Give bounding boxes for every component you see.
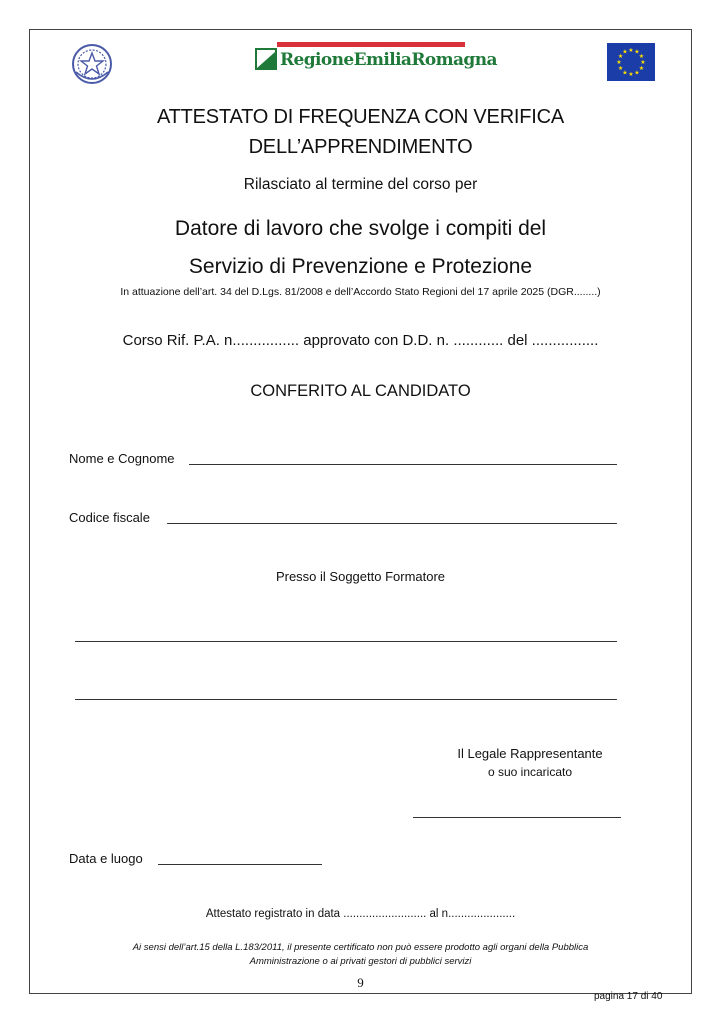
subtitle: Rilasciato al termine del corso per bbox=[243, 176, 478, 193]
title-line-2: DELL’APPRENDIMENTO bbox=[248, 136, 473, 158]
name-label: Nome e Cognome bbox=[69, 451, 175, 466]
date-place-label: Data e luogo bbox=[69, 851, 143, 866]
legal-note bbox=[29, 941, 692, 969]
registration-note: Attestato registrato in data .......................... al n..................... bbox=[205, 908, 516, 920]
legal-note-line-1: Ai sensi dell’art.15 della L.183/2011, il presente certificato non può essere prodotto agli organi della Pubblica bbox=[132, 942, 589, 953]
eu-flag-icon bbox=[607, 43, 655, 81]
svg-text:★: ★ bbox=[638, 53, 645, 60]
svg-text:★: ★ bbox=[634, 48, 640, 56]
svg-text:★: ★ bbox=[622, 69, 628, 77]
name-field[interactable] bbox=[189, 464, 617, 465]
svg-text:★: ★ bbox=[617, 53, 624, 60]
title-line-1: ATTESTATO DI FREQUENZA CON VERIFICA bbox=[156, 106, 565, 128]
certificate-title bbox=[29, 102, 692, 162]
training-provider-label: Presso il Soggetto Formatore bbox=[275, 569, 446, 584]
normative-reference: In attuazione dell’art. 34 del D.Lgs. 81/2008 e dell’Accordo Stato Regioni del 17 aprile 2025 (DGR........) bbox=[120, 286, 601, 298]
svg-text:★: ★ bbox=[638, 65, 645, 72]
course-line-1: Datore di lavoro che svolge i compiti del bbox=[174, 217, 547, 240]
svg-text:★: ★ bbox=[628, 71, 634, 78]
page-count: pagina 17 di 40 bbox=[594, 991, 663, 1002]
date-place-field[interactable] bbox=[158, 864, 322, 865]
course-reference: Corso Rif. P.A. n................ approvato con D.D. n. ............ del ................ bbox=[122, 332, 599, 349]
svg-text:★: ★ bbox=[617, 65, 624, 72]
training-provider-field-1[interactable] bbox=[75, 641, 617, 642]
regione-emilia-romagna-logo bbox=[255, 42, 497, 76]
training-provider-field-2[interactable] bbox=[75, 699, 617, 700]
svg-text:★: ★ bbox=[634, 69, 640, 77]
conferred-heading: CONFERITO AL CANDIDATO bbox=[250, 382, 471, 400]
document-page-number: 9 bbox=[357, 975, 364, 990]
svg-text:★: ★ bbox=[616, 59, 622, 66]
svg-text:★: ★ bbox=[640, 59, 646, 66]
svg-text:★: ★ bbox=[622, 48, 628, 56]
region-mark-icon bbox=[255, 48, 277, 70]
signatory-subtitle: o suo incaricato bbox=[487, 765, 573, 779]
svg-text:★: ★ bbox=[628, 47, 634, 54]
tax-code-field[interactable] bbox=[167, 523, 617, 524]
tax-code-label: Codice fiscale bbox=[69, 510, 150, 525]
course-name bbox=[29, 210, 692, 286]
course-line-2: Servizio di Prevenzione e Protezione bbox=[188, 255, 533, 278]
legal-note-line-2: Amministrazione o ai privati gestori di pubblici servizi bbox=[249, 956, 472, 967]
logo-text: RegioneEmiliaRomagna bbox=[280, 50, 497, 70]
signature-field[interactable] bbox=[413, 817, 621, 818]
signatory-title: Il Legale Rappresentante bbox=[457, 746, 603, 761]
logo-red-bar bbox=[277, 42, 465, 47]
italian-republic-emblem-icon bbox=[70, 42, 114, 86]
